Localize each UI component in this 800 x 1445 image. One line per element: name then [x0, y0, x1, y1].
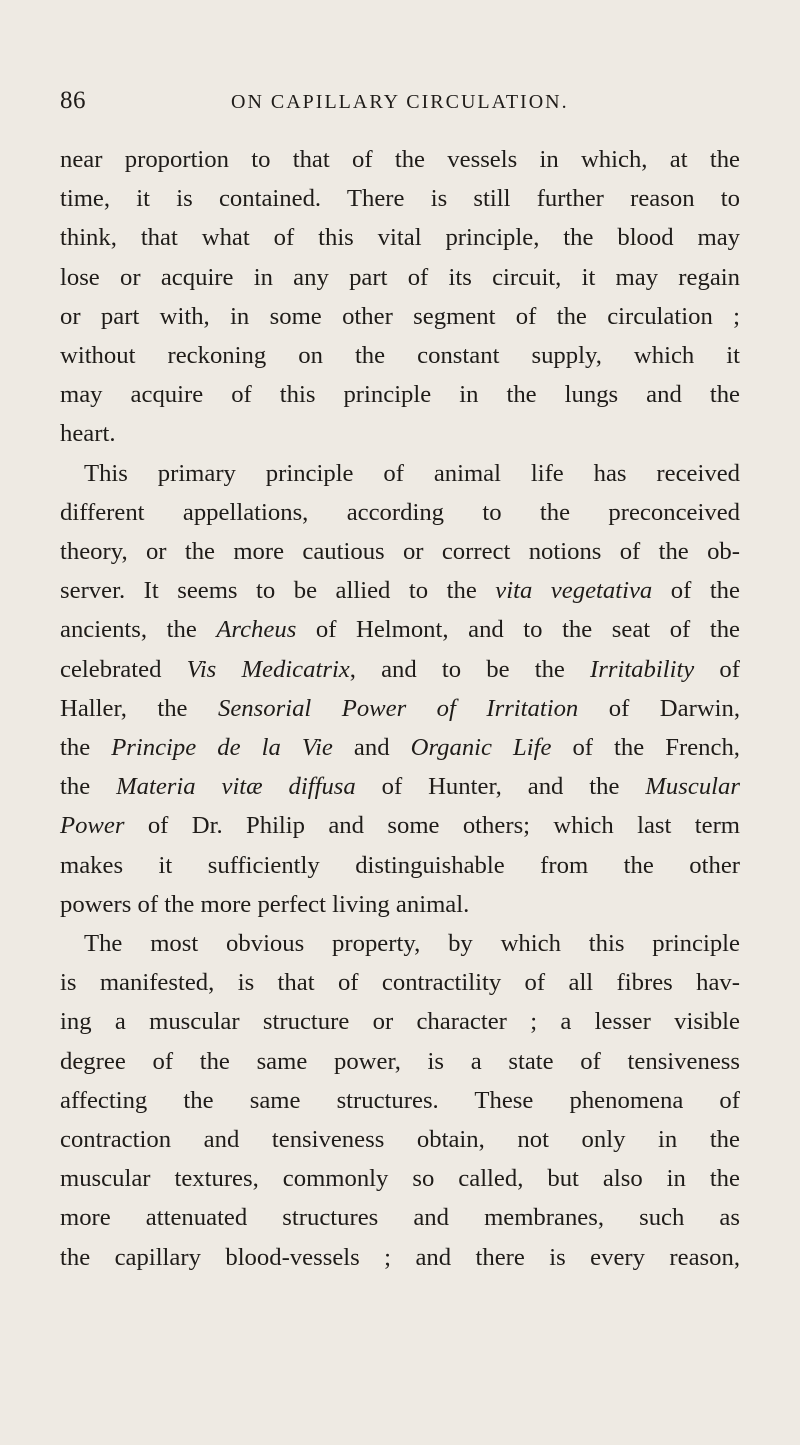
paragraph-1 [60, 140, 740, 454]
text-line: celebrated Vis Medicatrix, and to be the Irritability of [60, 655, 741, 683]
text-line: or part with, in some other segment of the circulation ; [60, 302, 740, 330]
running-head [60, 87, 744, 119]
main-text [60, 140, 740, 1277]
text-line: degree of the same power, is a state of tensiveness [60, 1047, 740, 1075]
italic-term: Sensorial Power of Irritation [218, 694, 579, 722]
text-line: powers of the more perfect living animal. [60, 890, 470, 918]
text-line: time, it is contained. There is still further reason to [60, 185, 740, 213]
italic-term: Organic Life [410, 734, 552, 762]
text-line: contraction and tensiveness obtain, not only in the [60, 1126, 740, 1154]
text-line: makes it sufficiently distinguishable from the other [60, 851, 740, 879]
text-line: heart. [60, 420, 116, 448]
text-line: without reckoning on the constant supply, which it [60, 342, 740, 370]
italic-term: Principe de la Vie [111, 734, 333, 762]
italic-term: vita vegetativa [495, 577, 653, 605]
text-line: different appellations, according to the preconceived [60, 498, 740, 526]
italic-term: Materia vitæ diffusa [116, 773, 356, 801]
text-line: server. It seems to be allied to the vita vegetativa of the [60, 577, 740, 605]
text-line: the Principe de la Vie and Organic Life of the French, [60, 734, 740, 762]
paragraph-3 [60, 924, 740, 1277]
italic-term: Archeus [216, 616, 297, 644]
running-title: ON CAPILLARY CIRCULATION. [231, 91, 569, 113]
text-line: theory, or the more cautious or correct notions of the ob- [60, 538, 740, 566]
text-line: is manifested, is that of contractility of all fibres hav- [60, 969, 740, 997]
italic-term: Irritability [590, 655, 695, 683]
paragraph-2 [60, 454, 740, 924]
text-line: Haller, the Sensorial Power of Irritation of Darwin, [60, 694, 741, 722]
text-line: This primary principle of animal life has received [84, 459, 740, 487]
text-line: ing a muscular structure or character ; a lesser visible [60, 1008, 740, 1036]
text-line: near proportion to that of the vessels in which, at the [60, 146, 740, 173]
text-line: affecting the same structures. These phenomena of [60, 1086, 740, 1114]
text-line: more attenuated structures and membranes, such as [60, 1204, 740, 1232]
text-line: The most obvious property, by which this principle [84, 930, 740, 958]
text-line: muscular textures, commonly so called, but also in the [60, 1165, 740, 1193]
text-line: lose or acquire in any part of its circuit, it may regain [60, 263, 740, 291]
text-line: Power of Dr. Philip and some others; which last term [60, 812, 740, 840]
italic-term: Power [60, 812, 125, 840]
text-line: ancients, the Archeus of Helmont, and to the seat of the [60, 616, 740, 644]
page-number: 86 [60, 87, 86, 114]
text-line: the capillary blood-vessels ; and there is every reason, [60, 1243, 740, 1271]
italic-term: Vis Medicatrix [186, 655, 350, 683]
text-line: may acquire of this principle in the lungs and the [60, 381, 740, 409]
text-line: the Materia vitæ diffusa of Hunter, and the Muscular [60, 773, 740, 801]
italic-term: Muscular [645, 773, 740, 801]
text-line: think, that what of this vital principle, the blood may [60, 224, 740, 252]
